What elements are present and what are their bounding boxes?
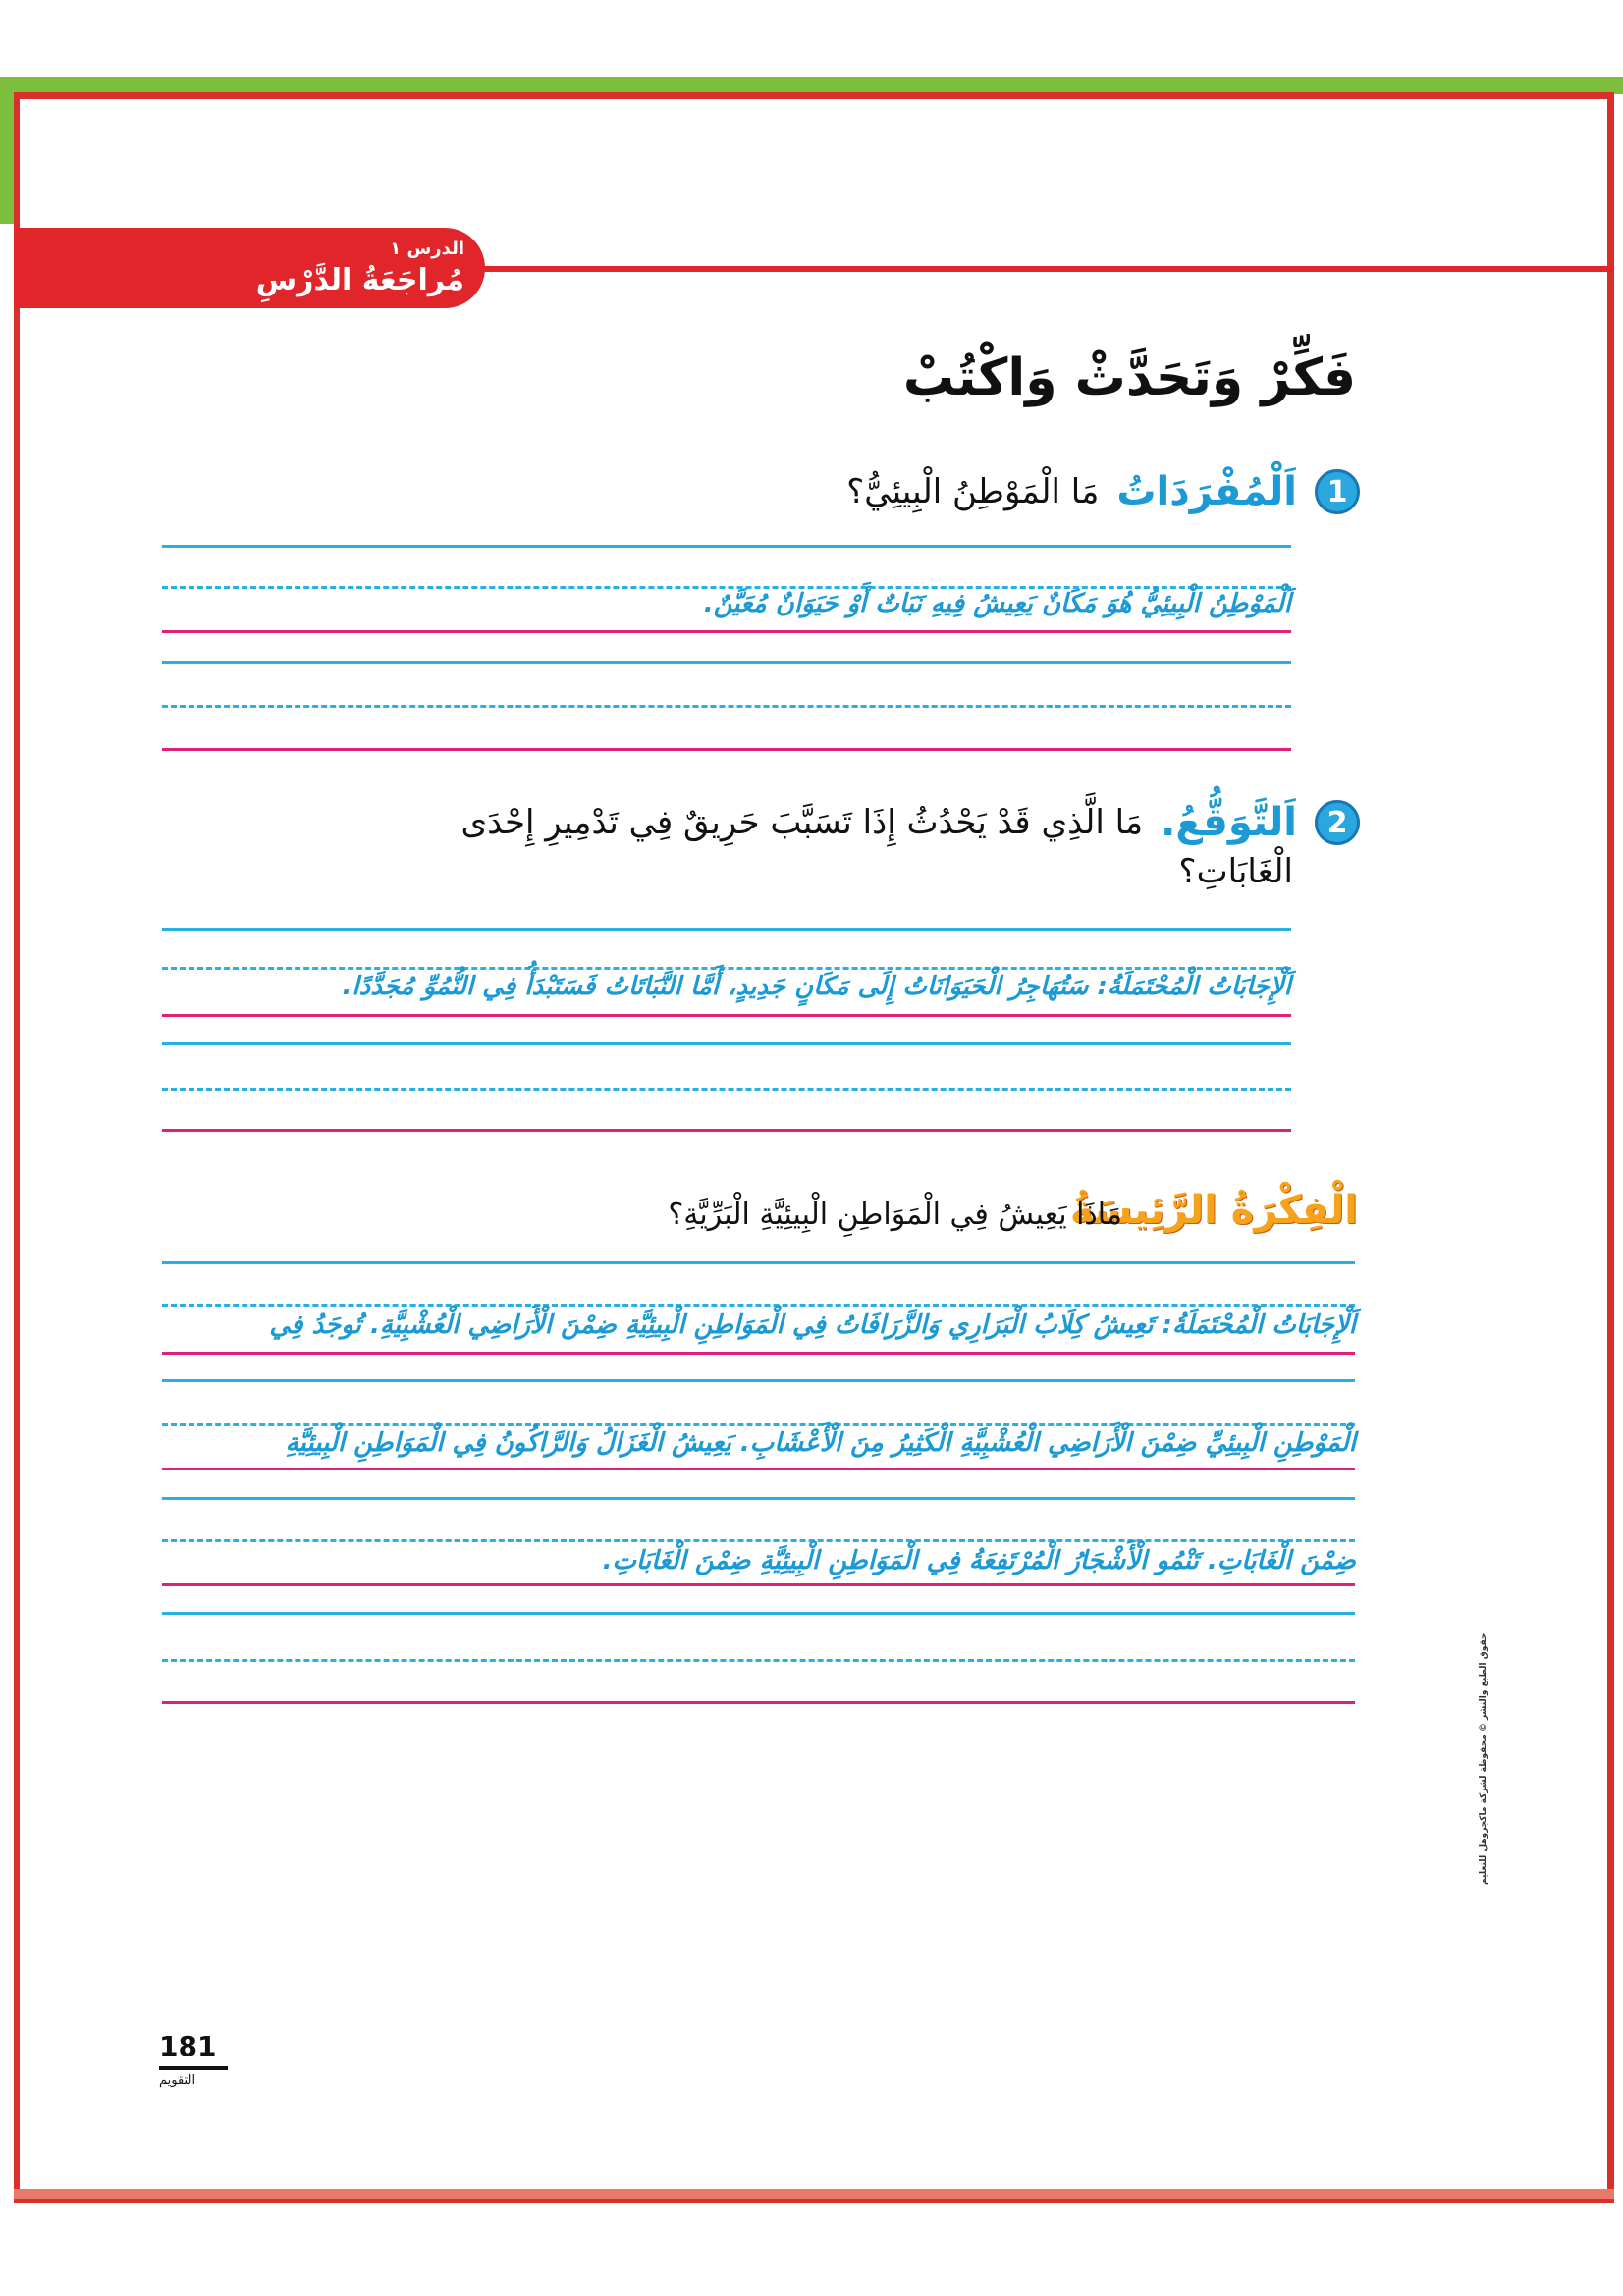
answer-text: ضِمْنَ الْغَابَاتِ. تَنْمُو الْأَشْجَارُ الْمُرْتَفِعَةُ فِي الْمَوَاطِنِ الْبِيئِيَّةِ ضِمْنَ الْغَابَاتِ. bbox=[602, 1546, 1356, 1575]
writing-line-base bbox=[162, 1352, 1355, 1355]
question-1 bbox=[846, 469, 1360, 514]
question-label: اَلتَّوَقُّعُ. bbox=[1161, 800, 1297, 845]
writing-line-top bbox=[162, 661, 1291, 664]
writing-line-top bbox=[162, 928, 1291, 931]
page-footer-label: التقويم bbox=[159, 2073, 196, 2088]
page-number-rule bbox=[159, 2066, 228, 2070]
writing-line-dashed bbox=[162, 1659, 1355, 1662]
lesson-review-title: مُراجَعَةُ الدَّرْسِ bbox=[255, 263, 464, 297]
writing-line-dashed bbox=[162, 1539, 1355, 1542]
header-rule bbox=[471, 266, 1614, 272]
writing-line-dashed bbox=[162, 967, 1291, 970]
question-label: اَلْمُفْرَدَاتُ bbox=[1116, 469, 1297, 514]
writing-line-dashed bbox=[162, 1423, 1355, 1426]
question-text-continued: الْغَابَاتِ؟ bbox=[1178, 852, 1293, 891]
bottom-border-strip bbox=[14, 2189, 1614, 2199]
writing-line-top bbox=[162, 1612, 1355, 1615]
writing-line-dashed bbox=[162, 1088, 1291, 1091]
writing-line-base bbox=[162, 1701, 1355, 1704]
answer-text: اَلْإِجَابَاتُ الْمُحْتَمَلَةُ: سَتُهَاجِرُ الْحَيَوَانَاتُ إِلَى مَكَانٍ جَدِيدٍ، أَمَّا النَّبَاتَاتُ فَسَتَبْدَأُ فِي النُّمُوِّ مُجَدَّدًا. bbox=[342, 972, 1291, 1001]
writing-line-dashed bbox=[162, 705, 1291, 708]
writing-line-dashed bbox=[162, 1304, 1355, 1307]
big-idea-label: الْفِكْرَةُ الرَّئِيسَةُ bbox=[1069, 1188, 1358, 1233]
section-title: فَكِّرْ وَتَحَدَّثْ وَاكْتُبْ bbox=[902, 348, 1356, 407]
writing-line-top bbox=[162, 545, 1291, 548]
copyright-text: حقوق الطبع والنشر © محفوظة لشركة ماكجروهل للتعليم bbox=[1479, 1632, 1488, 1885]
writing-line-base bbox=[162, 1129, 1291, 1132]
answer-text: اَلْإِجَابَاتُ الْمُحْتَمَلَةُ: تَعِيشُ كِلَابُ الْبَرَارِي وَالزَّرَافَاتُ فِي الْمَوَاطِنِ الْبِيئِيَّةِ ضِمْنَ الْأَرَاضِي الْعُشْبِيَّةِ. تُوجَدُ فِي bbox=[269, 1310, 1356, 1340]
writing-line-base bbox=[162, 748, 1291, 751]
answer-text: اَلْمَوْطِنُ الْبِيئِيُّ هُوَ مَكَانٌ يَعِيشُ فِيهِ نَبَاتٌ أَوْ حَيَوَانٌ مُعَيَّنٌ. bbox=[703, 589, 1291, 618]
writing-line-top bbox=[162, 1042, 1291, 1045]
writing-line-base bbox=[162, 1014, 1291, 1017]
question-number-badge: 2 bbox=[1315, 800, 1360, 845]
writing-line-base bbox=[162, 1583, 1355, 1586]
question-text: مَا الَّذِي قَدْ يَحْدُثُ إِذَا تَسَبَّبَ حَرِيقٌ فِي تَدْمِيرِ إِحْدَى bbox=[460, 803, 1144, 842]
writing-line-top bbox=[162, 1497, 1355, 1500]
question-2 bbox=[461, 800, 1360, 845]
answer-text: الْمَوْطِنِ الْبِيئِيِّ ضِمْنَ الْأَرَاضِي الْعُشْبِيَّةِ الْكَثِيرُ مِنَ الْأَعْشَابِ. يَعِيشُ الْغَزَالُ وَالرَّاكُونُ فِي الْمَوَاطِنِ الْبِيئِيَّةِ bbox=[285, 1428, 1356, 1458]
writing-line-top bbox=[162, 1379, 1355, 1382]
page-number: 181 bbox=[159, 2030, 217, 2062]
page-frame bbox=[14, 92, 1614, 2203]
lesson-number: الدرس ١ bbox=[390, 239, 464, 259]
writing-line-base bbox=[162, 1468, 1355, 1470]
writing-line-base bbox=[162, 630, 1291, 633]
big-idea-question: مَاذَا يَعِيشُ فِي الْمَوَاطِنِ الْبِيئِيَّةِ الْبَرِّيَّةِ؟ bbox=[668, 1198, 1122, 1232]
copyright-note bbox=[1463, 1374, 1488, 1885]
writing-line-top bbox=[162, 1261, 1355, 1264]
question-number-badge: 1 bbox=[1315, 469, 1360, 514]
question-text: مَا الْمَوْطِنُ الْبِيئِيُّ؟ bbox=[846, 472, 1100, 511]
